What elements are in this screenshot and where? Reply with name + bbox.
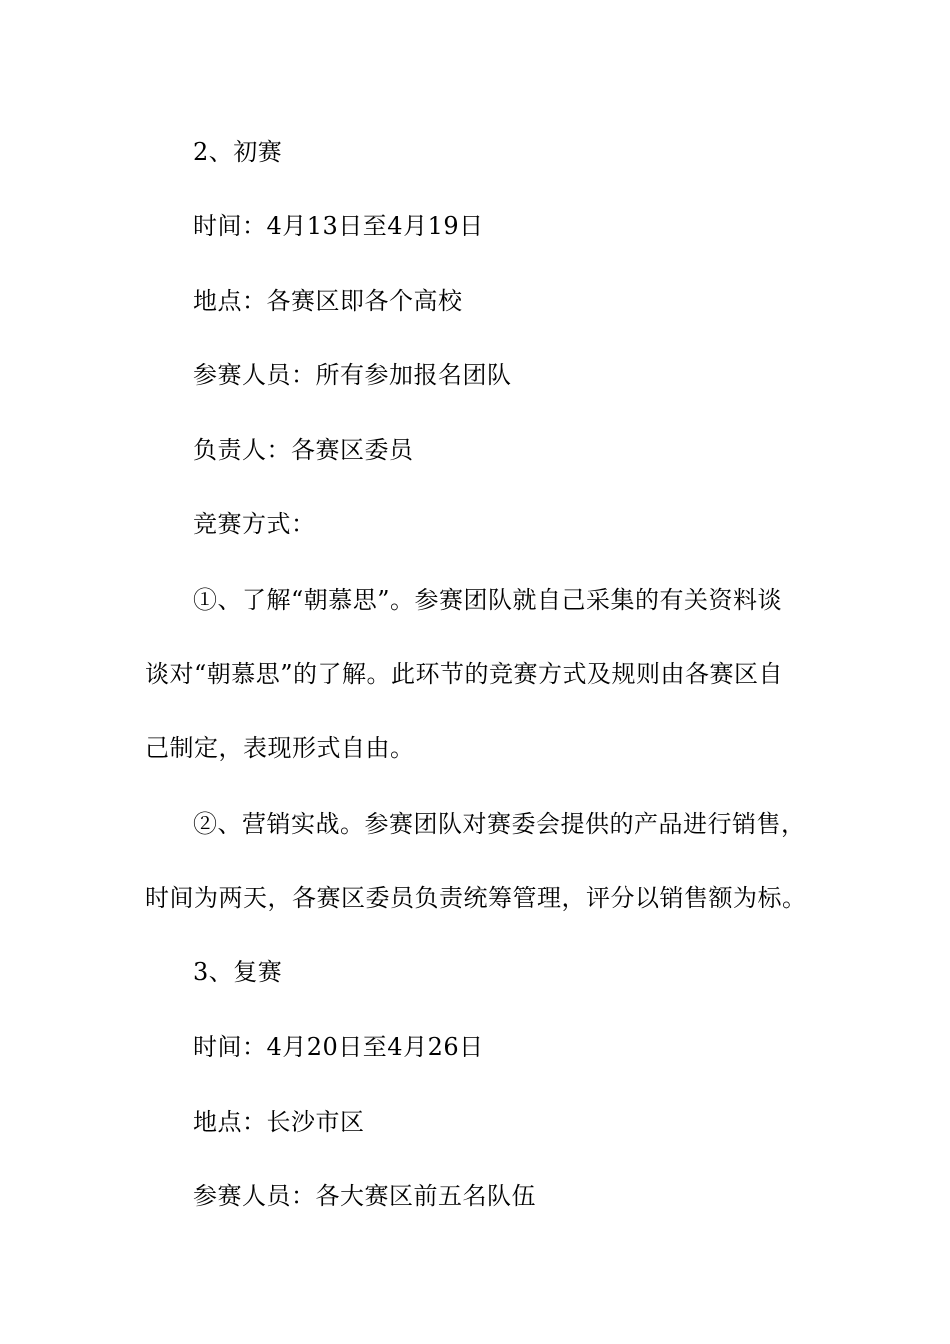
- format-item-1-line-2: 谈对“朝慕思”的了解。此环节的竞赛方式及规则由各赛区自: [145, 660, 784, 688]
- section-heading-semifinal: 3、复赛: [193, 958, 283, 986]
- format-item-2-line-1: ②、营销实战。参赛团队对赛委会提供的产品进行销售，: [193, 810, 806, 838]
- competition-format-label: 竞赛方式：: [193, 510, 316, 538]
- preliminary-person-in-charge: 负责人：各赛区委员: [193, 436, 414, 464]
- section-heading-preliminary: 2、初赛: [193, 138, 283, 166]
- format-item-1-line-1: ①、了解“朝慕思”。参赛团队就自己采集的有关资料谈: [193, 586, 783, 614]
- semifinal-location: 地点：长沙市区: [193, 1108, 365, 1136]
- semifinal-participants: 参赛人员：各大赛区前五名队伍: [193, 1182, 536, 1210]
- semifinal-time: 时间：4月20日至4月26日: [193, 1033, 484, 1061]
- preliminary-participants: 参赛人员：所有参加报名团队: [193, 361, 512, 389]
- format-item-1-line-3: 己制定，表现形式自由。: [145, 734, 415, 762]
- format-item-2-line-2: 时间为两天，各赛区委员负责统筹管理，评分以销售额为标。: [145, 884, 807, 912]
- preliminary-location: 地点：各赛区即各个高校: [193, 287, 463, 315]
- preliminary-time: 时间：4月13日至4月19日: [193, 212, 484, 240]
